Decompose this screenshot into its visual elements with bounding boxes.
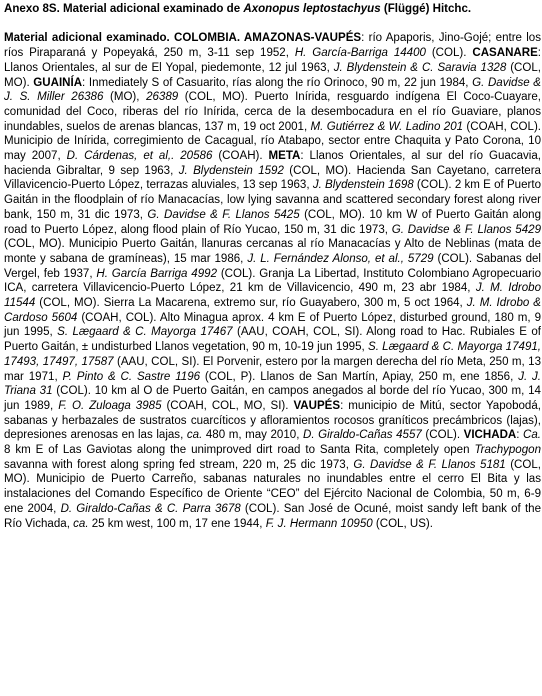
collector-citation: J. M. Idrobo 11544 bbox=[4, 282, 541, 310]
locality-text: (COL, US). bbox=[372, 517, 433, 530]
locality-text: (AAU, COAH, COL, SI). Along road to Hac. Rubiales E of Puerto Gaitán, ± undisturbed Llanos vegetation, 90 m, 10-19 jun 1995, bbox=[4, 326, 541, 354]
locality-text: 480 m, may 2010, bbox=[202, 429, 303, 442]
collector-citation: D. Cárdenas, et al,. 20586 bbox=[66, 150, 213, 163]
locality-text: : río Apaporis, Jino-Gojé; entre los ríos Piraparaná y Popeyaká, 250 m, 3-11 sep 1952, bbox=[4, 32, 542, 60]
collector-citation: 26389 bbox=[146, 91, 179, 104]
locality-text: (COL, MO). bbox=[4, 61, 541, 89]
taxon-name: Axonopus leptostachyus bbox=[243, 3, 381, 15]
locality-text: (COL). bbox=[425, 47, 473, 60]
collector-citation: H. García Barriga 4992 bbox=[96, 267, 217, 280]
collector-citation: S. Lægaard & C. Mayorga 17467 bbox=[57, 326, 233, 339]
locality-text: (COAH, COL, MO, SI). bbox=[161, 399, 294, 412]
locality-text: (COL). bbox=[421, 429, 464, 442]
locality-text: (COL, MO). Sierra La Macarena, extremo sur, río Guayabero, 300 m, 5 oct 1964, bbox=[35, 297, 467, 310]
locality-text: (COL). 2 km E of Puerto Gaitán in the floodplain of río Manacacías, low lying savanna and scattered secondary forest along river bank, 150 m, 31 dic 1973, bbox=[4, 179, 541, 221]
collector-citation: G. Davidse & F. Llanos 5429 bbox=[391, 223, 541, 236]
locality-text: (COL). Sabanas del Vergel, feb 1937, bbox=[4, 252, 541, 280]
locality-text: (COAH, COL). Municipio de Inírida, corregimiento de Cacagual, río Atabapo, sector entre Chaquita y Pato Corona, 10 may 2007, bbox=[4, 120, 541, 163]
region-heading: GUAINÍA bbox=[33, 76, 83, 89]
locality-text: : Llanos Orientales, al sur del río Guacavia, hacienda Gibraltar, 9 sep 1963, bbox=[4, 150, 541, 177]
collector-citation: ca. bbox=[73, 517, 89, 530]
collector-citation: J. Blydenstein 1592 bbox=[178, 164, 284, 177]
locality-text: (COL, MO). Municipio de Puerto Carreño, sabanas naturales no inundables entre el cerro El Bita y las instalaciones del Comando Específico de Oriente “CEO” del Ejército Nacional de Colombia, 50 m, 6-9 ene 2004, bbox=[4, 458, 541, 515]
collector-citation: J. M. Idrobo & Cardoso 5604 bbox=[4, 297, 541, 324]
locality-text: (MO), bbox=[103, 91, 147, 104]
collector-citation: Ca. bbox=[523, 429, 542, 442]
collector-citation: J. Blydenstein & C. Saravia 1328 bbox=[333, 61, 507, 74]
collector-citation: M. Gutiérrez & W. Ladino 201 bbox=[310, 120, 464, 133]
region-heading: VAUPÉS bbox=[293, 399, 341, 412]
region-heading: Material adicional examinado. COLOMBIA. AMAZONAS-VAUPÉS bbox=[4, 32, 362, 45]
locality-text: (COL). Granja La Libertad, Instituto Colombiano Agropecuario ICA, carretera Villavicencio-Puerto López, 21 km de Villavicencio, 490 m, 23 abr 1984, bbox=[4, 267, 541, 295]
locality-text: (COAH, COL). Alto Minagua aprox. 4 km E of Puerto López, disturbed ground, 180 m, 9 jun 1995, bbox=[4, 311, 541, 339]
collector-citation: J. Blydenstein 1698 bbox=[312, 179, 414, 192]
collector-citation: G. Davidse & F. Llanos 5425 bbox=[147, 208, 300, 221]
title-prefix: Anexo 8S. Material adicional examinado de bbox=[4, 3, 244, 15]
locality-text: savanna with forest along spring fed stream, 220 m, 25 dic 1973, bbox=[4, 458, 354, 471]
specimen-list-paragraph bbox=[4, 31, 541, 531]
locality-text: : Inmediately S of Casuarito, rías along the río Orinoco, 90 m, 22 jun 1984, bbox=[82, 76, 473, 89]
locality-text: (COL). San José de Ocuné, moist sandy left bank of the Río Vichada, bbox=[4, 502, 542, 530]
collector-citation: J. L. Fernández Alonso, et al., 5729 bbox=[247, 252, 434, 265]
locality-text: : municipio de Mitú, sector Yapobodá, sabanas y herbazales de sustratos cuarcíticos y afloramientos rocosos graníticos precámbricos (lajas), depresiones arenosas en las lajas, bbox=[4, 399, 541, 442]
locality-text: : bbox=[516, 429, 524, 442]
collector-citation: D. Giraldo-Cañas & C. Parra 3678 bbox=[60, 502, 241, 515]
locality-text: 8 km E of Las Gaviotas along the unimproved dirt road to Santa Rita, completely open bbox=[4, 444, 475, 457]
locality-text: (AAU, COL, SI). El Porvenir, estero por la margen derecha del río Meta, 250 m, 13 mar 1971, bbox=[4, 355, 541, 383]
collector-citation: H. García-Barriga 14400 bbox=[294, 47, 426, 60]
locality-text: (COL, MO). Puerto Inírida, resguardo indígena El Coco-Cuayare, comunidad del Coco, riberas del río Inírida, cerca de la desembocadura en el río Guaviare, planos inundables, suelos de arenas blancas, 137 m, 19 oct 2001, bbox=[4, 91, 541, 133]
region-heading: VICHADA bbox=[463, 429, 517, 442]
collector-citation: J. J. Triana 31 bbox=[4, 370, 542, 398]
collector-citation: P. Pinto & C. Sastre 1196 bbox=[62, 370, 201, 383]
locality-text: (COAH). bbox=[212, 150, 269, 163]
collector-citation: S. Lægaard & C. Mayorga 17491, 17493, 17497, 17587 bbox=[4, 341, 541, 368]
collector-citation: F. O. Zuloaga 3985 bbox=[58, 399, 162, 412]
region-heading: META bbox=[268, 150, 301, 163]
collector-citation: F. J. Hermann 10950 bbox=[265, 517, 373, 530]
locality-text: (COL, P). Llanos de San Martín, Apiay, 250 m, ene 1856, bbox=[200, 370, 519, 383]
locality-text: (COL, MO). Hacienda San Cayetano, carretera Villavicencio-Puerto López, terrazas aluviales, 13 sep 1963, bbox=[4, 164, 541, 192]
locality-text: 25 km west, 100 m, 17 ene 1944, bbox=[88, 517, 266, 530]
collector-citation: G. Davidse & J. S. Miller 26386 bbox=[4, 76, 541, 104]
locality-text: : Llanos Orientales, al sur de El Yopal, piedemonte, 12 jul 1963, bbox=[4, 47, 542, 74]
taxon-authority: (Flüggé) Hitchc. bbox=[380, 3, 472, 15]
collector-citation: Trachypogon bbox=[474, 444, 541, 457]
locality-text: (COL). 10 km al O de Puerto Gaitán, en campos anegados al borde del río Yucao, 300 m, 14 jun 1989, bbox=[4, 385, 541, 412]
collector-citation: D. Giraldo-Cañas 4557 bbox=[302, 429, 422, 442]
region-heading: CASANARE bbox=[472, 47, 538, 60]
collector-citation: ca. bbox=[186, 429, 203, 442]
annex-title bbox=[4, 2, 541, 17]
collector-citation: G. Davidse & F. Llanos 5181 bbox=[353, 458, 506, 471]
locality-text: (COL, MO). 10 km W of Puerto Gaitán along road to Puerto López, along flood plain of Río Yucao, 150 m, 31 dic 1973, bbox=[4, 208, 541, 236]
locality-text: (COL, MO). Municipio Puerto Gaitán, llanuras cercanas al río Manacacías y Alto de Neblinas (mata de monte y sabana de gramíneas), 15 mar 1986, bbox=[4, 238, 541, 265]
